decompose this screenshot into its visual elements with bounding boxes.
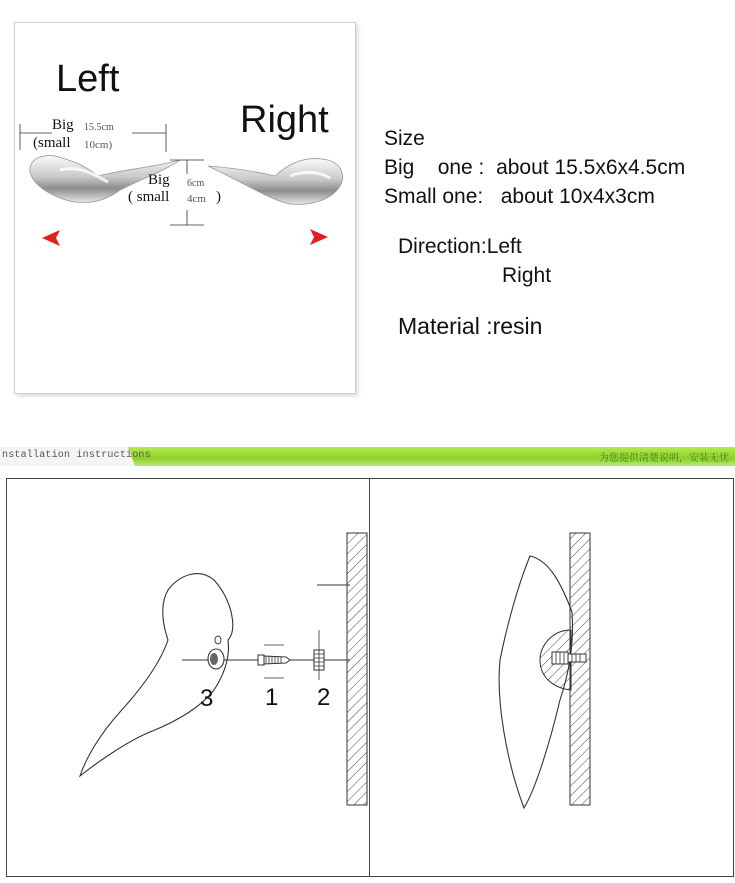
install-header-slogan: 为您提供清楚说明，安装无忧	[599, 453, 729, 464]
left-label: Left	[56, 58, 120, 100]
mounted-screw	[552, 652, 586, 664]
big-size-line: Big one : about 15.5x6x4.5cm	[384, 156, 686, 179]
length-big-text: Big	[52, 117, 74, 133]
part-2-anchor	[314, 630, 324, 680]
part-label-1: 1	[265, 684, 279, 711]
install-header-title: nstallation instructions	[2, 450, 151, 461]
left-wall	[347, 533, 367, 805]
part-label-2: 2	[317, 684, 331, 711]
material-text: Material :resin	[398, 313, 543, 339]
part-1-screw	[258, 645, 290, 678]
direction-right: Right	[502, 264, 552, 287]
length-small-value: 10cm)	[84, 139, 113, 151]
length-small-text: (small	[33, 135, 71, 151]
height-big-text: Big	[148, 172, 170, 188]
height-small-value: 4cm	[187, 193, 206, 205]
height-big-value: 6cm	[187, 178, 205, 189]
right-wall	[570, 533, 590, 805]
small-size-line: Small one: about 10x4x3cm	[384, 185, 655, 208]
height-close-paren: )	[216, 189, 221, 205]
part-label-3: 3	[200, 685, 214, 712]
direction-left: Direction:Left	[398, 235, 522, 258]
part-3-socket	[208, 636, 224, 669]
size-heading: Size	[384, 127, 425, 150]
height-small-text: ( small	[128, 189, 170, 205]
length-big-value: 15.5cm	[84, 122, 114, 133]
right-label: Right	[240, 99, 329, 141]
bird-outline-side	[80, 574, 233, 776]
